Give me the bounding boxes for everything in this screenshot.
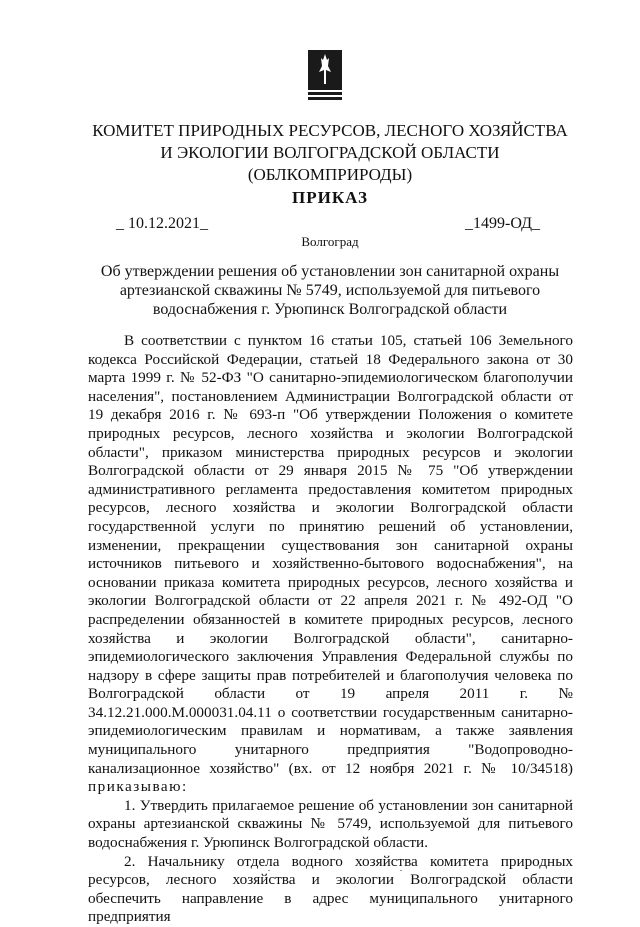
- preamble-paragraph: [88, 332, 573, 797]
- subject-line-3: водоснабжения г. Урюпинск Волгоградской области: [152, 301, 508, 318]
- committee-line-1: КОМИТЕТ ПРИРОДНЫХ РЕСУРСОВ, ЛЕСНОГО ХОЗЯЙСТВА: [92, 121, 568, 140]
- document-subject: [95, 262, 565, 319]
- emblem-icon: [308, 50, 342, 102]
- document-number: _1499-ОД_: [465, 215, 540, 232]
- scan-artifact: [400, 870, 402, 871]
- document-city: Волгоград: [301, 234, 359, 249]
- committee-line-2: И ЭКОЛОГИИ ВОЛГОГРАДСКОЙ ОБЛАСТИ: [160, 143, 500, 162]
- document-type: ПРИКАЗ: [292, 188, 368, 207]
- committee-name: [60, 120, 600, 186]
- scan-artifact: [268, 870, 270, 871]
- committee-line-3: (ОБЛКОМПРИРОДЫ): [247, 165, 413, 184]
- subject-line-1: Об утверждении решения об установлении зон санитарной охраны: [100, 263, 560, 280]
- document-date: _ 10.12.2021_: [116, 215, 208, 232]
- preamble-text: В соответствии с пунктом 16 статьи 105, статьей 106 Земельного кодекса Российской Федерации, статьей 18 Федерального закона от 30 марта 1999 г. № 52-ФЗ "О санитарно-эпидемиологическом благополучии населения", постановлением Администрации Волгоградской области от 19 декабря 2016 г. № 693-п "Об утверждении Положения о комитете природных ресурсов, лесного хозяйства и экологии Волгоградской области", приказом министерства природных ресурсов и экологии Волгоградской области от 29 января 2015 № 75 "Об утверждении административного регламента предоставления комитетом природных ресурсов, лесного хозяйства и экологии Волгоградской области государственной услуги по принятию решений об установлении, изменении, прекращении существования зон санитарной охраны источников питьевого и хозяйственно-бытового водоснабжения", на основании приказа комитета природных ресурсов, лесного хозяйства и экологии Волгоградской области от 22 апреля 2021 г. № 492-ОД "О распределении обязанностей в комитете природных ресурсов, лесного хозяйства и экологии Волгоградской области", санитарно-эпидемиологического заключения Управления Федеральной службы по надзору в сфере защиты прав потребителей и благополучия человека по Волгоградской области от 19 апреля 2011 г. № 34.12.21.000.М.000031.04.11 о соответствии государственным санитарно-эпидемиологическим правилам и нормативам, а также заявления муниципального унитарного предприятия "Водопроводно-канализационное хозяйство" (вх. от 12 ноября 2021 г. № 10/34518): [88, 332, 573, 777]
- document-body: [88, 332, 573, 927]
- subject-line-2: артезианской скважины № 5749, используемой для питьевого: [119, 282, 541, 299]
- item-1-paragraph: 1. Утвердить прилагаемое решение об установлении зон санитарной охраны артезианской скважины № 5749, используемой для питьевого водоснабжения г. Урюпинск Волгоградской области.: [88, 796, 573, 852]
- order-word: приказываю:: [88, 778, 188, 796]
- item-2-paragraph: 2. Начальнику отдела водного хозяйства комитета природных ресурсов, лесного хозяйства и экологии Волгоградской области обеспечить направление в адрес муниципального унитарного предприятия: [88, 852, 573, 926]
